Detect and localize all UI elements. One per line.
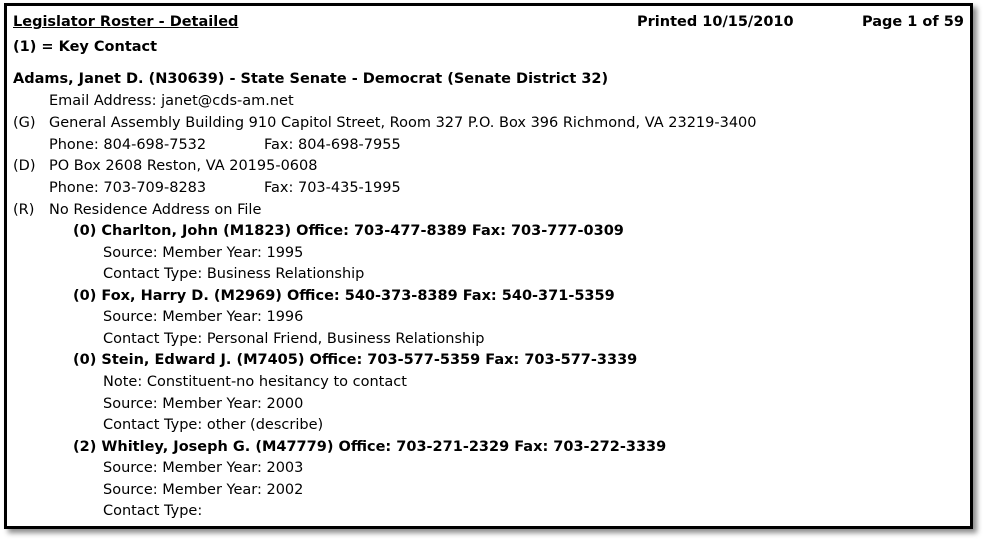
contact-heading: (0) Stein, Edward J. (M7405) Office: 703-577-5359 Fax: 703-577-3339 (73, 352, 638, 368)
fax-g: Fax: 804-698-7955 (264, 137, 401, 153)
email-address: Email Address: janet@cds-am.net (49, 93, 294, 109)
fax-d: Fax: 703-435-1995 (264, 180, 401, 196)
printed-label-text: Printed (637, 14, 698, 30)
address-g: General Assembly Building 910 Capitol Street, Room 327 P.O. Box 396 Richmond, VA 23219-3400 (49, 115, 757, 131)
printed-date: 10/15/2010 (702, 14, 794, 30)
page-number: Page 1 of 59 (862, 14, 964, 30)
contact-heading: (0) Charlton, John (M1823) Office: 703-477-8389 Fax: 703-777-0309 (73, 223, 624, 239)
address-code-r: (R) (13, 202, 35, 218)
contact-detail: Source: Member Year: 1996 (103, 309, 304, 325)
key-contact-legend: (1) = Key Contact (13, 39, 158, 55)
contact-detail: Source: Member Year: 2003 (103, 460, 304, 476)
address-r: No Residence Address on File (49, 202, 262, 218)
contact-detail: Contact Type: (103, 503, 203, 519)
contact-detail: Source: Member Year: 1995 (103, 245, 304, 261)
printed-label (637, 13, 794, 31)
contact-detail: Contact Type: Personal Friend, Business Relationship (103, 331, 485, 347)
roster-document (4, 3, 973, 529)
address-d: PO Box 2608 Reston, VA 20195-0608 (49, 158, 318, 174)
address-code-g: (G) (13, 115, 36, 131)
contact-detail: Note: Constituent-no hesitancy to contact (103, 374, 407, 390)
contact-heading: (0) Fox, Harry D. (M2969) Office: 540-373-8389 Fax: 540-371-5359 (73, 288, 615, 304)
phone-g: Phone: 804-698-7532 (49, 137, 207, 153)
address-code-d: (D) (13, 158, 36, 174)
legislator-heading: Adams, Janet D. (N30639) - State Senate - Democrat (Senate District 32) (13, 71, 609, 87)
contact-detail: Source: Member Year: 2000 (103, 396, 304, 412)
contact-detail: Contact Type: Business Relationship (103, 266, 365, 282)
contact-detail: Source: Member Year: 2002 (103, 482, 304, 498)
contact-heading: (2) Whitley, Joseph G. (M47779) Office: 703-271-2329 Fax: 703-272-3339 (73, 439, 667, 455)
report-title: Legislator Roster - Detailed (13, 14, 239, 30)
contact-detail: Contact Type: other (describe) (103, 417, 324, 433)
phone-d: Phone: 703-709-8283 (49, 180, 207, 196)
